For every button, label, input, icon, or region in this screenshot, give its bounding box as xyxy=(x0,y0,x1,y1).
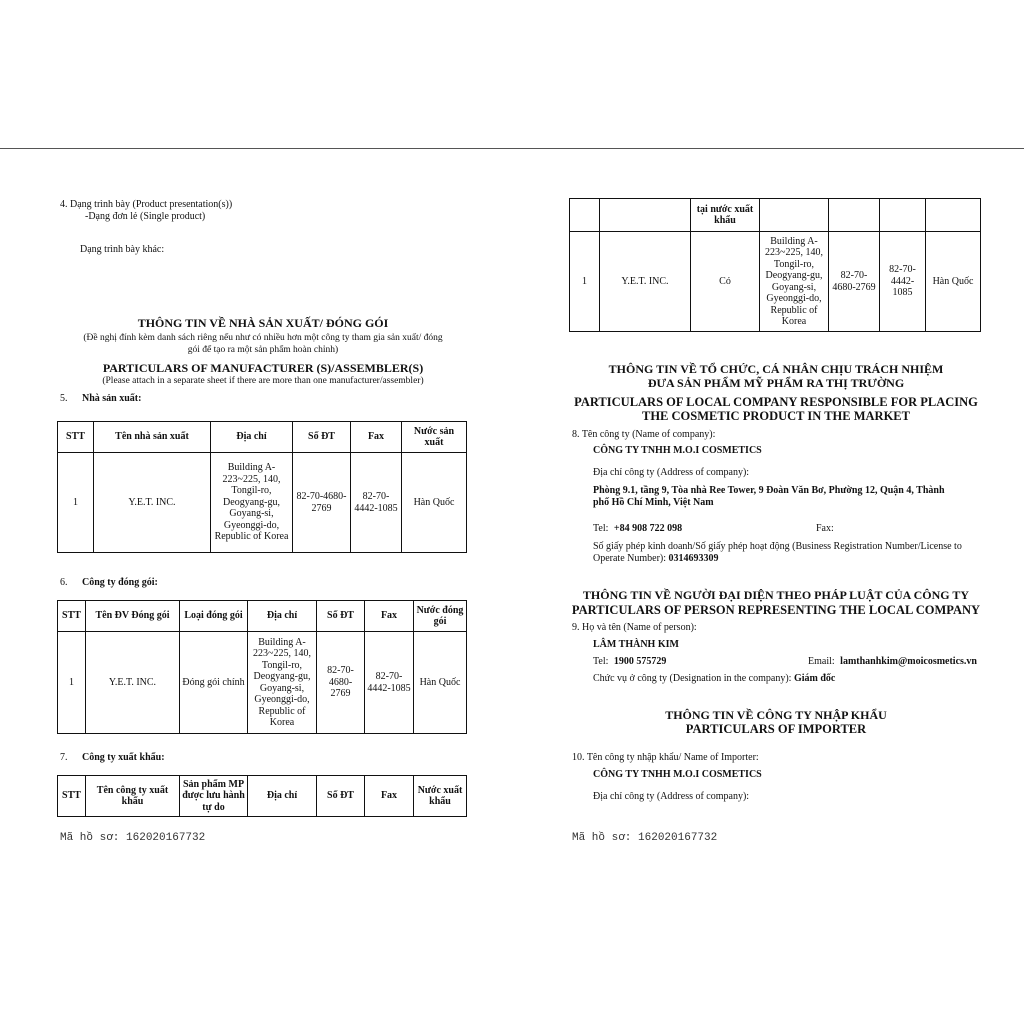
col-header: Fax xyxy=(365,601,414,632)
tel-label: Tel: xyxy=(593,523,609,534)
item8-license-line-1: Số giấy phép kinh doanh/Số giấy phép hoạt động (Business Registration Number/License to xyxy=(593,541,962,552)
table-header-row xyxy=(58,601,467,632)
table-cell: 82-70-4680-2769 xyxy=(829,232,880,332)
position-label: Chức vụ ở công ty (Designation in the company): xyxy=(593,673,792,684)
item9-position xyxy=(593,673,835,685)
mfg-section-title-vn: THÔNG TIN VỀ NHÀ SẢN XUẤT/ ĐÓNG GÓI xyxy=(137,316,389,330)
item4-single-product: -Dạng đơn lẻ (Single product) xyxy=(85,211,206,222)
importer-section-title-vn: THÔNG TIN VỀ CÔNG TY NHẬP KHẨU xyxy=(665,708,887,722)
col-header: Sản phẩm MP được lưu hành tự do xyxy=(180,776,248,817)
item7-label xyxy=(60,752,165,764)
local-section-title-en-1: PARTICULARS OF LOCAL COMPANY RESPONSIBLE FOR PLACING xyxy=(574,395,978,409)
table-cell: Hàn Quốc xyxy=(414,632,467,734)
table-cell: Có xyxy=(691,232,760,332)
table-cell: Hàn Quốc xyxy=(402,453,467,553)
table-row xyxy=(570,232,981,332)
table-cell: 1 xyxy=(58,453,94,553)
table-cell: 1 xyxy=(570,232,600,332)
col-header: STT xyxy=(58,601,86,632)
item9-email xyxy=(808,656,977,668)
mfg-section-note-en: (Please attach in a separate sheet if there are more than one manufacturer/assembler) xyxy=(102,376,424,386)
table-cell: 82-70-4442-1085 xyxy=(365,632,414,734)
packer-table xyxy=(57,600,467,734)
tel-value: 1900 575729 xyxy=(613,656,667,667)
email-value: lamthanhkim@moicosmetics.vn xyxy=(840,656,977,667)
table-row xyxy=(58,453,467,553)
item8-address-line-1: Phòng 9.1, tầng 9, Tòa nhà Ree Tower, 9 Đoàn Văn Bơ, Phường 12, Quận 4, Thành xyxy=(593,485,945,496)
item8-tel xyxy=(593,523,682,535)
item9-tel xyxy=(593,656,666,668)
item8-label: 8. Tên công ty (Name of company): xyxy=(572,429,716,440)
license-number: 0314693309 xyxy=(668,553,719,564)
item6-label xyxy=(60,577,158,589)
manufacturer-table xyxy=(57,421,467,553)
col-header: Tên công ty xuất khẩu xyxy=(86,776,180,817)
exporter-table-header xyxy=(57,775,467,817)
rep-section-title-en: PARTICULARS OF PERSON REPRESENTING THE LOCAL COMPANY xyxy=(571,603,981,617)
tel-label: Tel: xyxy=(593,656,609,667)
mfg-section-title-en: PARTICULARS OF MANUFACTURER (S)/ASSEMBLER(S) xyxy=(102,361,424,375)
col-header: Nước đóng gói xyxy=(414,601,467,632)
item8-fax-label: Fax: xyxy=(816,523,834,534)
table-cell: Building A-223~225, 140, Tongil-ro, Deogyang-gu, Goyang-si, Gyeonggi-do, Republic of Korea xyxy=(760,232,829,332)
col-header: Loại đóng gói xyxy=(180,601,248,632)
mfg-section-note-vn-1: (Đề nghị đính kèm danh sách riêng nếu như có nhiều hơn một công ty tham gia sản xuất/ đóng xyxy=(83,333,443,343)
position-value: Giám đốc xyxy=(793,673,836,684)
item4-title: 4. Dạng trình bày (Product presentation(s)) xyxy=(60,199,233,210)
table-cell: Building A-223~225, 140, Tongil-ro, Deogyang-gu, Goyang-si, Gyeonggi-do, Republic of Korea xyxy=(248,632,317,734)
local-section-title-en-2: THE COSMETIC PRODUCT IN THE MARKET xyxy=(642,409,910,423)
local-section-title-vn-1: THÔNG TIN VỀ TỔ CHỨC, CÁ NHÂN CHỊU TRÁCH NHIỆM xyxy=(608,362,944,376)
item7-number: 7. xyxy=(60,752,68,763)
col-header: Số ĐT xyxy=(317,776,365,817)
table-cell: 82-70-4442-1085 xyxy=(880,232,926,332)
col-header: STT xyxy=(58,422,94,453)
col-header: Địa chỉ xyxy=(248,601,317,632)
item10-address-label: Địa chỉ công ty (Address of company): xyxy=(593,791,750,802)
col-header: Tên ĐV Đóng gói xyxy=(86,601,180,632)
tel-value: +84 908 722 098 xyxy=(613,523,683,534)
license-label: Operate Number): xyxy=(593,553,667,564)
right-footer-file-code: Mã hồ sơ: 162020167732 xyxy=(572,832,718,844)
table-cell: Đóng gói chính xyxy=(180,632,248,734)
col-header: tại nước xuất khẩu xyxy=(691,199,760,232)
col-header: Fax xyxy=(351,422,402,453)
item4-other: Dạng trình bày khác: xyxy=(80,244,165,255)
mfg-section-note-vn-2: gói để tạo ra một sản phẩm hoàn chỉnh) xyxy=(187,345,339,355)
table-cell: Y.E.T. INC. xyxy=(600,232,691,332)
local-section-title-vn-2: ĐƯA SẢN PHẨM MỸ PHẨM RA THỊ TRƯỜNG xyxy=(647,376,905,390)
exporter-table-continued xyxy=(569,198,981,332)
col-header: Tên nhà sản xuất xyxy=(94,422,211,453)
table-cell: 1 xyxy=(58,632,86,734)
col-header: Số ĐT xyxy=(317,601,365,632)
item5-number: 5. xyxy=(60,393,68,404)
table-cell: Y.E.T. INC. xyxy=(94,453,211,553)
rep-section-title-vn: THÔNG TIN VỀ NGƯỜI ĐẠI DIỆN THEO PHÁP LUẬT CỦA CÔNG TY xyxy=(582,588,970,602)
left-footer-file-code: Mã hồ sơ: 162020167732 xyxy=(60,832,206,844)
item8-company-name: CÔNG TY TNHH M.O.I COSMETICS xyxy=(593,445,762,456)
table-cell: 82-70-4680-2769 xyxy=(293,453,351,553)
item6-text: Công ty đóng gói: xyxy=(82,577,158,588)
email-label: Email: xyxy=(808,656,835,667)
item5-label xyxy=(60,393,141,405)
col-header: Fax xyxy=(365,776,414,817)
col-header: Số ĐT xyxy=(293,422,351,453)
item10-company-name: CÔNG TY TNHH M.O.I COSMETICS xyxy=(593,769,762,780)
table-cell: Hàn Quốc xyxy=(926,232,981,332)
table-cell: 82-70-4442-1085 xyxy=(351,453,402,553)
item7-text: Công ty xuất khẩu: xyxy=(82,752,165,763)
item6-number: 6. xyxy=(60,577,68,588)
table-cell: 82-70-4680-2769 xyxy=(317,632,365,734)
item10-label: 10. Tên công ty nhập khẩu/ Name of Importer: xyxy=(572,752,759,763)
col-header: Địa chỉ xyxy=(211,422,293,453)
page-top-divider xyxy=(0,148,1024,149)
item8-license-line-2 xyxy=(593,553,719,565)
item5-text: Nhà sản xuất: xyxy=(82,393,142,404)
item9-label: 9. Họ và tên (Name of person): xyxy=(572,622,697,633)
col-header: Nước sản xuất xyxy=(402,422,467,453)
table-header-row xyxy=(58,422,467,453)
item8-address-line-2: phố Hồ Chí Minh, Việt Nam xyxy=(593,497,714,508)
col-header: Nước xuất khẩu xyxy=(414,776,467,817)
importer-section-title-en: PARTICULARS OF IMPORTER xyxy=(685,722,867,736)
table-cell: Y.E.T. INC. xyxy=(86,632,180,734)
col-header: Địa chỉ xyxy=(248,776,317,817)
table-cell: Building A-223~225, 140, Tongil-ro, Deogyang-gu, Goyang-si, Gyeonggi-do, Republic of Korea xyxy=(211,453,293,553)
table-header-row xyxy=(570,199,981,232)
table-row xyxy=(58,632,467,734)
item8-address-label: Địa chỉ công ty (Address of company): xyxy=(593,467,750,478)
col-header: STT xyxy=(58,776,86,817)
item9-person-name: LÂM THÀNH KIM xyxy=(593,639,679,650)
table-header-row xyxy=(58,776,467,817)
